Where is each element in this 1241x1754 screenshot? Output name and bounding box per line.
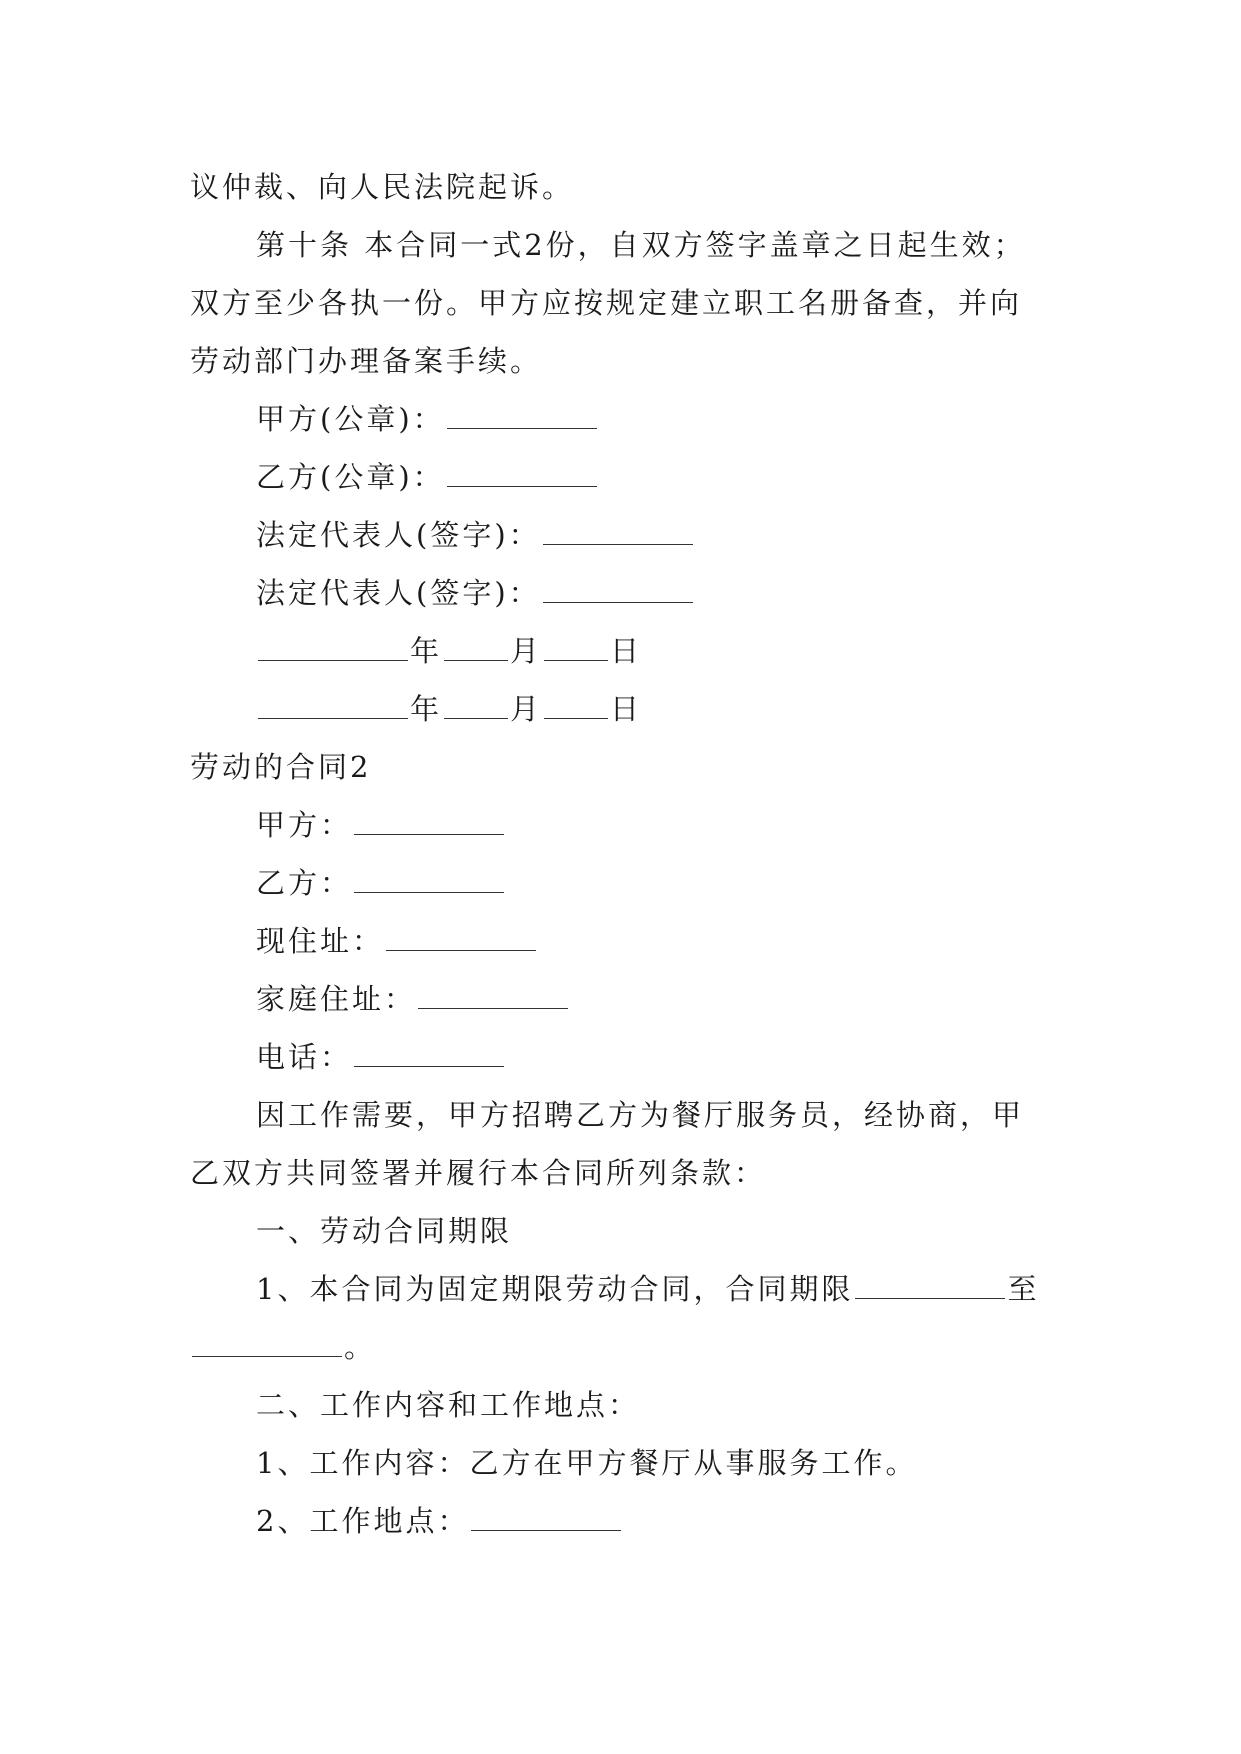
month-blank[interactable] [444, 630, 508, 661]
field-label: 2、工作地点： [256, 1504, 470, 1538]
line-text: 1、本合同为固定期限劳动合同，合同期限 [256, 1272, 854, 1306]
legal-rep-signature-line [190, 564, 1070, 622]
field-label: 家庭住址： [256, 982, 417, 1016]
field-label: 甲方： [256, 808, 353, 842]
month-blank[interactable] [444, 688, 508, 719]
blank-field[interactable] [418, 978, 568, 1009]
year-blank[interactable] [258, 630, 408, 661]
clause-heading [190, 1376, 1070, 1434]
blank-field[interactable] [471, 1500, 621, 1531]
field-label: 乙方： [256, 866, 353, 900]
year-label: 年 [410, 692, 443, 726]
document-body [190, 158, 1070, 1550]
month-label: 月 [510, 692, 543, 726]
contract-term-line [190, 1260, 1070, 1318]
date-line [190, 622, 1070, 680]
party-b-seal-line [190, 448, 1070, 506]
current-address-line [190, 912, 1070, 970]
day-label: 日 [610, 634, 643, 668]
work-location-line [190, 1492, 1070, 1550]
day-label: 日 [610, 692, 643, 726]
day-blank[interactable] [544, 688, 608, 719]
text-line [190, 332, 1070, 390]
line-text: 双方至少各执一份。甲方应按规定建立职工名册备查，并向 [190, 286, 1023, 320]
field-label: 现住址： [256, 924, 385, 958]
phone-line [190, 1028, 1070, 1086]
blank-field[interactable] [543, 514, 693, 545]
field-label: 法定代表人(签字)： [256, 518, 541, 552]
party-b-line [190, 854, 1070, 912]
line-text: 。 [344, 1330, 377, 1364]
field-label: 乙方(公章)： [256, 460, 445, 494]
contract-term-end-line [190, 1318, 1070, 1376]
line-text: 二、工作内容和工作地点： [256, 1388, 641, 1422]
party-a-seal-line [190, 390, 1070, 448]
start-date-blank[interactable] [855, 1268, 1005, 1299]
day-blank[interactable] [544, 630, 608, 661]
text-line [190, 1144, 1070, 1202]
text-line [190, 274, 1070, 332]
party-a-line [190, 796, 1070, 854]
field-label: 法定代表人(签字)： [256, 576, 541, 610]
month-label: 月 [510, 634, 543, 668]
blank-field[interactable] [386, 920, 536, 951]
field-label: 甲方(公章)： [256, 402, 445, 436]
date-line [190, 680, 1070, 738]
field-label: 电话： [256, 1040, 353, 1074]
line-text: 第十条 本合同一式2份，自双方签字盖章之日起生效； [256, 228, 1026, 262]
blank-field[interactable] [543, 572, 693, 603]
end-date-blank[interactable] [192, 1326, 342, 1357]
line-text: 议仲裁、向人民法院起诉。 [190, 170, 575, 204]
year-label: 年 [410, 634, 443, 668]
line-text: 因工作需要，甲方招聘乙方为餐厅服务员，经协商，甲 [256, 1098, 1025, 1132]
blank-field[interactable] [354, 1036, 504, 1067]
line-text: 劳动部门办理备案手续。 [190, 344, 543, 378]
line-text: 一、劳动合同期限 [256, 1214, 513, 1248]
text-line [190, 158, 1070, 216]
blank-field[interactable] [354, 862, 504, 893]
text-line [190, 1086, 1070, 1144]
line-text: 至 [1007, 1272, 1040, 1306]
blank-field[interactable] [447, 456, 597, 487]
blank-field[interactable] [354, 804, 504, 835]
blank-field[interactable] [447, 398, 597, 429]
clause-ten [190, 216, 1070, 274]
section-title [190, 738, 1070, 796]
line-text: 1、工作内容：乙方在甲方餐厅从事服务工作。 [256, 1446, 918, 1480]
legal-rep-signature-line [190, 506, 1070, 564]
home-address-line [190, 970, 1070, 1028]
line-text: 乙双方共同签署并履行本合同所列条款： [190, 1156, 767, 1190]
section-title-text: 劳动的合同2 [190, 750, 372, 784]
year-blank[interactable] [258, 688, 408, 719]
clause-heading [190, 1202, 1070, 1260]
text-line [190, 1434, 1070, 1492]
